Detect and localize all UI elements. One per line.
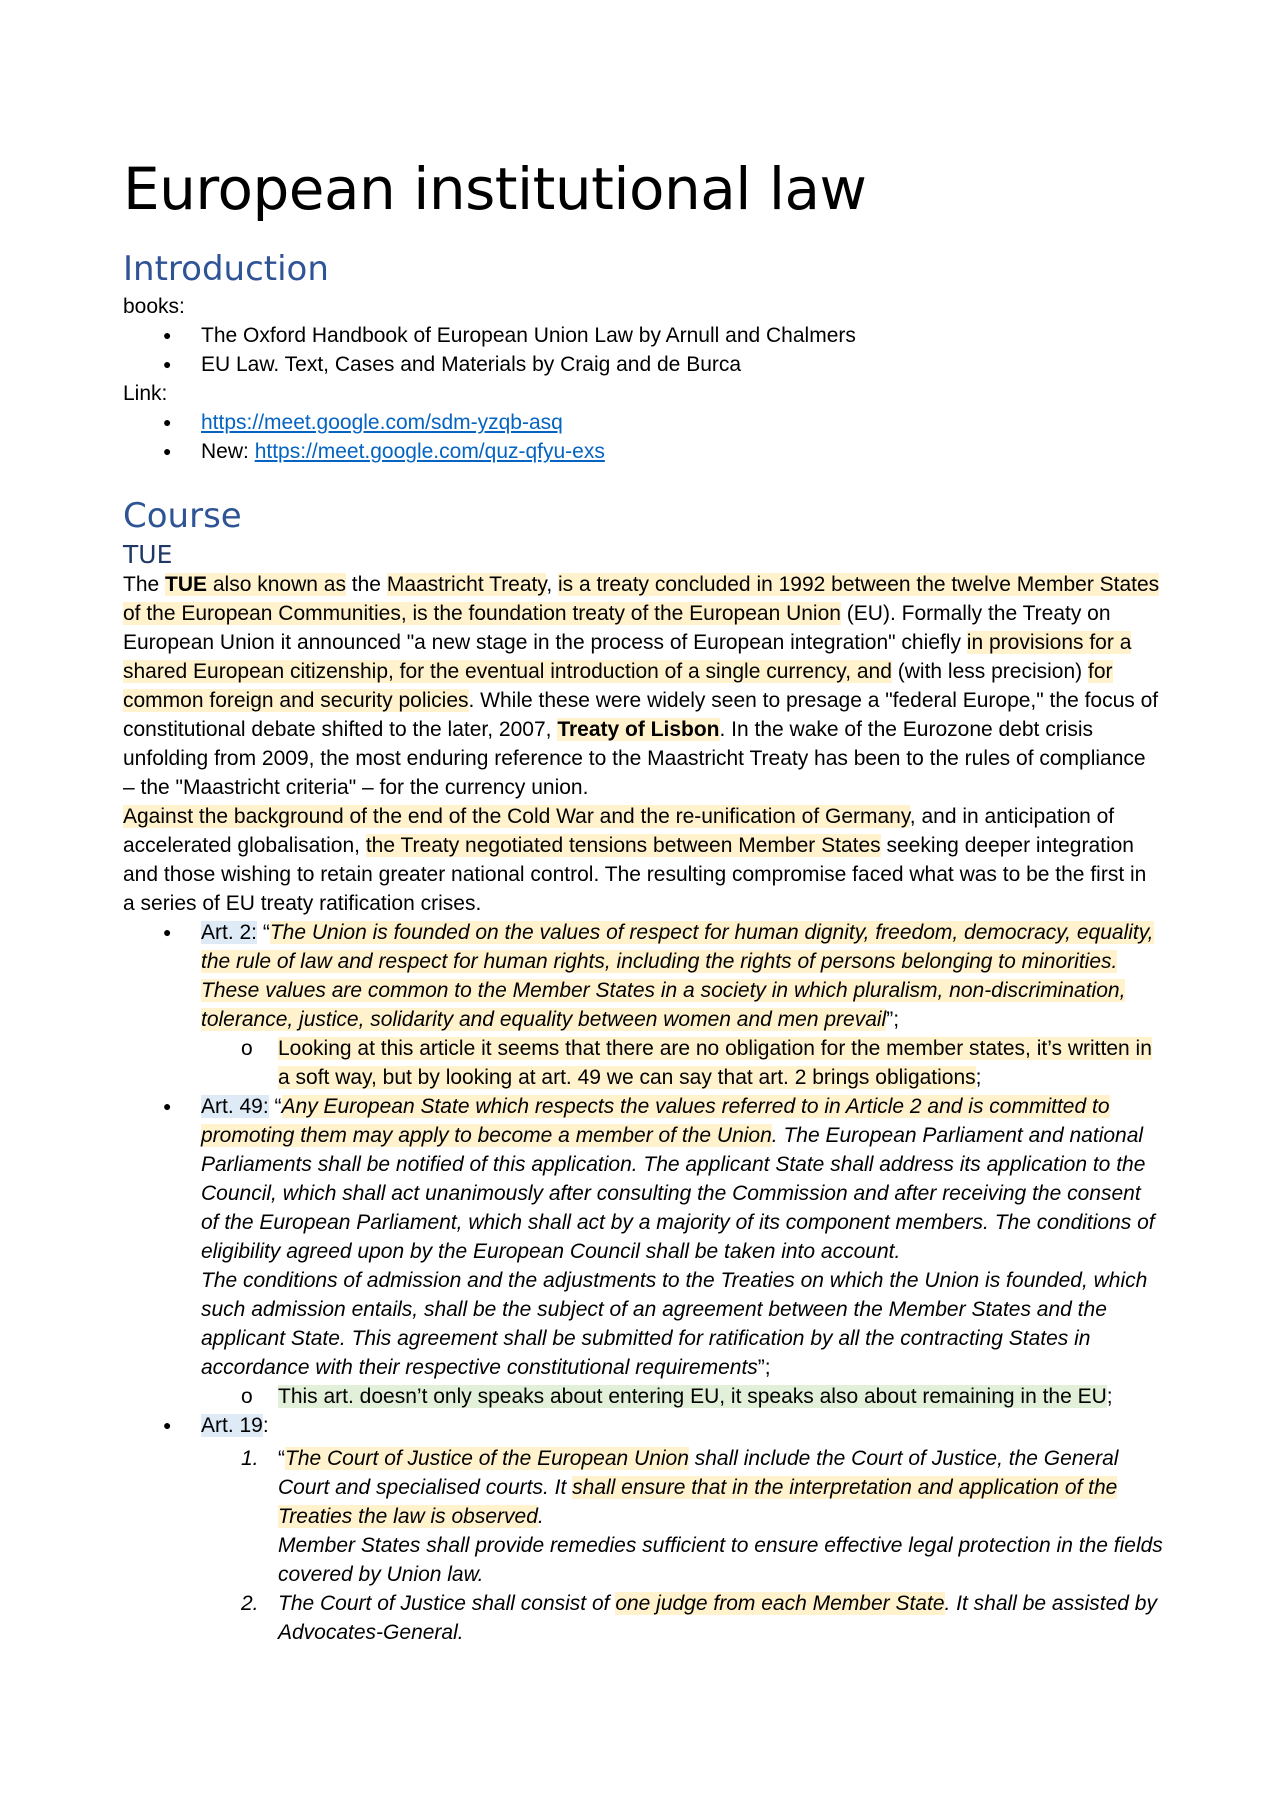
article-19-item: ● Art. 19: 1. “The Court of Justice of the European Union shall include the Court of Justice, the General Court and specialised courts. It shall ensure that in the interpretation and application of the Treaties the law is observed. Member States shall provide remedies sufficient to ensure effective legal protection in the fields covered by Union law. 2. The Court of Justice shall consist of one judge from each Member State. It shall be assisted by Advocates-General.	[123, 1411, 1163, 1647]
document-body	[123, 150, 1163, 1647]
tue-heading: TUE	[123, 540, 173, 569]
books-label: books:	[123, 295, 185, 318]
article-19-label: Art. 19	[201, 1414, 263, 1437]
article-2-label: Art. 2:	[201, 921, 258, 944]
document-title: European institutional law	[123, 155, 867, 223]
links-list	[123, 408, 1163, 466]
tue-paragraph-2: Against the background of the end of the Cold War and the re-unification of Germany, and in anticipation of accelerated globalisation, the Treaty negotiated tensions between Member States seeking deeper integration and those wishing to retain greater national control. The resulting compromise faced what was to be the first in a series of EU treaty ratification crises.	[123, 805, 1147, 915]
list-item: ● EU Law. Text, Cases and Materials by Craig and de Burca	[123, 350, 1163, 379]
article-49-note: o This art. doesn’t only speaks about entering EU, it speaks also about remaining in the EU;	[123, 1382, 1163, 1411]
articles-list	[123, 918, 1163, 1647]
list-item	[123, 437, 1163, 466]
link-label: Link:	[123, 382, 168, 405]
new-link-prefix: New:	[201, 440, 255, 463]
meet-link-2[interactable]: https://meet.google.com/quz-qfyu-exs	[254, 440, 605, 463]
article-49-label: Art. 49:	[201, 1095, 269, 1118]
article-49-item: ● Art. 49: “Any European State which respects the values referred to in Article 2 and is committed to promoting them may apply to become a member of the Union. The European Parliament and national Parliaments shall be notified of this application. The applicant State shall address its application to the Council, which shall act unanimously after consulting the Commission and after receiving the consent of the European Parliament, which shall act by a majority of its component members. The conditions of eligibility agreed upon by the European Council shall be taken into account. The conditions of admission and the adjustments to the Treaties on which the Union is founded, which such admission entails, shall be the subject of an agreement between the Member States and the applicant State. This agreement shall be submitted for ratification by all the contracting States in accordance with their respective constitutional requirements”; o This art. doesn’t only speaks about entering EU, it speaks also about remaining in the EU;	[123, 1092, 1163, 1411]
article-2-note: o Looking at this article it seems that there are no obligation for the member states, it’s written in a soft way, but by looking at art. 49 we can say that art. 2 brings obligations;	[123, 1034, 1163, 1092]
article-2-item: ● Art. 2: “The Union is founded on the values of respect for human dignity, freedom, democracy, equality, the rule of law and respect for human rights, including the rights of persons belonging to minorities. These values are common to the Member States in a society in which pluralism, non-discrimination, tolerance, justice, solidarity and equality between women and men prevail”; o Looking at this article it seems that there are no obligation for the member states, it’s written in a soft way, but by looking at art. 49 we can say that art. 2 brings obligations;	[123, 918, 1163, 1092]
tue-term: TUE	[165, 573, 208, 596]
treaty-of-lisbon-term: Treaty of Lisbon	[557, 718, 720, 741]
list-item	[123, 408, 1163, 437]
course-heading: Course	[123, 496, 242, 536]
tue-paragraph-1: The TUE also known as the Maastricht Treaty, is a treaty concluded in 1992 between the twelve Member States of the European Communities, is the foundation treaty of the European Union (EU). Formally the Treaty on European Union it announced "a new stage in the process of European integration" chiefly in provisions for a shared European citizenship, for the eventual introduction of a single currency, and (with less precision) for common foreign and security policies. While these were widely seen to presage a "federal Europe," the focus of constitutional debate shifted to the later, 2007, Treaty of Lisbon. In the wake of the Eurozone debt crisis unfolding from 2009, the most enduring reference to the Maastricht Treaty has been to the rules of compliance – the "Maastricht criteria" – for the currency union.	[123, 573, 1160, 799]
article-19-paragraph-2: 2. The Court of Justice shall consist of one judge from each Member State. It shall be assisted by Advocates-General.	[241, 1592, 1157, 1644]
article-19-paragraph-1: 1. “The Court of Justice of the European Union shall include the Court of Justice, the General Court and specialised courts. It shall ensure that in the interpretation and application of the Treaties the law is observed. Member States shall provide remedies sufficient to ensure effective legal protection in the fields covered by Union law.	[241, 1447, 1163, 1586]
list-item: ● The Oxford Handbook of European Union Law by Arnull and Chalmers	[123, 321, 1163, 350]
books-list	[123, 321, 1163, 379]
meet-link-1[interactable]: https://meet.google.com/sdm-yzqb-asq	[201, 411, 563, 434]
introduction-heading: Introduction	[123, 249, 329, 289]
